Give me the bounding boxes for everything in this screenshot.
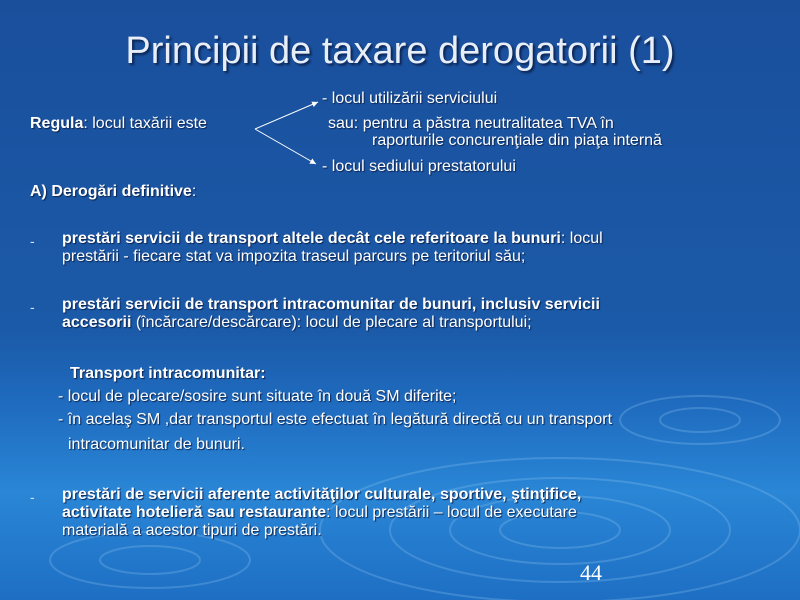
bullet3-line2 [62,504,577,522]
bullet2-rest: (încărcare/descărcare): locul de plecare al transportului; [131,314,532,331]
bullet1-line1 [62,230,603,248]
section-heading [30,183,196,201]
rule-middle-line2: raporturile concurenţiale din piaţa internă [372,132,662,149]
page-number: 44 [580,560,602,585]
bullet-marker-1: - [30,233,35,249]
bullet2-line1: prestări servicii de transport intracomunitar de bunuri, inclusiv servicii [62,296,600,313]
rule-label: Regula [30,115,84,132]
bullet1-rest: : locul [560,230,603,247]
bullet-marker-2: - [30,299,35,315]
rule-middle-line1: sau: pentru a păstra neutralitatea TVA în [328,115,614,132]
bullet1-bold: prestări servicii de transport altele decât cele referitoare la bunuri [62,230,561,247]
section-colon: : [191,183,197,200]
rule-text: : locul taxării este [83,115,207,132]
bullet1-line2: prestării - fiecare stat va impozita traseul parcurs pe teritoriul său; [62,248,526,265]
bullet3-bold: activitate hotelieră sau restaurante [62,504,327,521]
slide-title: Principii de taxare derogatorii (1) [125,30,675,72]
rule-line [30,115,207,133]
rule-option-headquarters: - locul sediului prestatorului [322,158,516,175]
bullet-marker-3: - [30,489,35,505]
bullet2-line2 [62,314,532,332]
bullet2-bold: accesorii [62,314,132,331]
transport-line3: intracomunitar de bunuri. [68,436,245,453]
section-label: A) Derogări definitive [30,183,192,200]
transport-line2: - în acelaş SM ,dar transportul este efectuat în legătură directă cu un transport [58,411,613,428]
transport-line1: - locul de plecare/sosire sunt situate în două SM diferite; [58,388,457,405]
rule-option-utilization: - locul utilizării serviciului [322,90,498,107]
bullet3-rest: : locul prestării – locul de executare [326,504,577,521]
bullet3-line3: materială a acestor tipuri de prestări. [62,522,322,539]
bullet3-line1: prestări de servicii aferente activităţilor culturale, sportive, ştinţifice, [62,486,582,503]
transport-heading: Transport intracomunitar: [70,365,266,382]
